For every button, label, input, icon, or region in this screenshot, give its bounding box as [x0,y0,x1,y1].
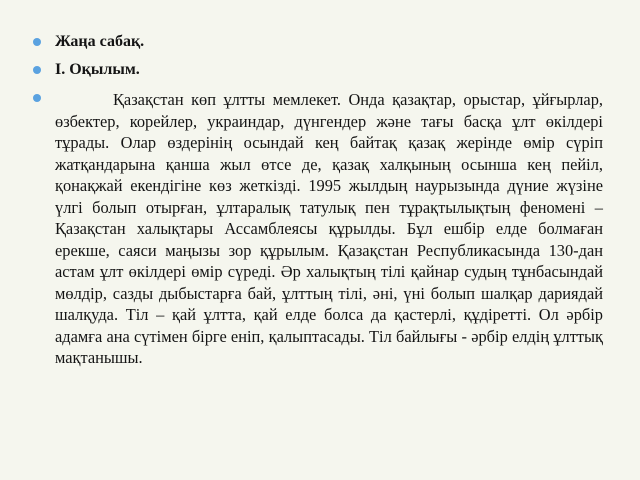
section-heading: І. Оқылым. [55,61,140,78]
bullet-icon [33,38,41,46]
lesson-title: Жаңа сабақ. [55,33,145,50]
bullet-icon [33,94,41,102]
bullet-icon [33,66,41,74]
reading-paragraph: Қазақстан көп ұлтты мемлекет. Онда қазақтар, орыстар, ұйғырлар, өзбектер, корейлер, украиндар, дүнгендер және тағы басқа ұлт өкілдері тұрады. Олар өздерінің осындай кең байтақ қазақ жерінде өмір сүріп жатқандарына қанша жыл өтсе де, қазақ халқының осынша кең пейіл, қонақжай екендігіне көз жеткізді. 1995 жылдың наурызында дүние жүзіне үлгі болып отырған, ұлтаралық татулық пен тұрақтылықтың феномені – Қазақстан халықтары Ассамблеясы құрылды. Бұл ешбір елде болмаған ерекше, саяси маңызы зор құрылым. Қазақстан Республикасында 130-дан астам ұлт өкілдері өмір сүреді. Әр халықтың тілі қайнар судың тұнбасындай мөлдір, сазды дыбыстарға бай, ұлттың тілі, әні, үні болып шалқар дариядай шалқуда. Тіл – қай ұлтта, қай елде болса да қастерлі, құдіретті. Ол әрбір адамға ана сүтімен бірге еніп, қалыптасады. Тіл байлығы - әрбір елдің ұлттық мақтанышы. [55,90,603,367]
